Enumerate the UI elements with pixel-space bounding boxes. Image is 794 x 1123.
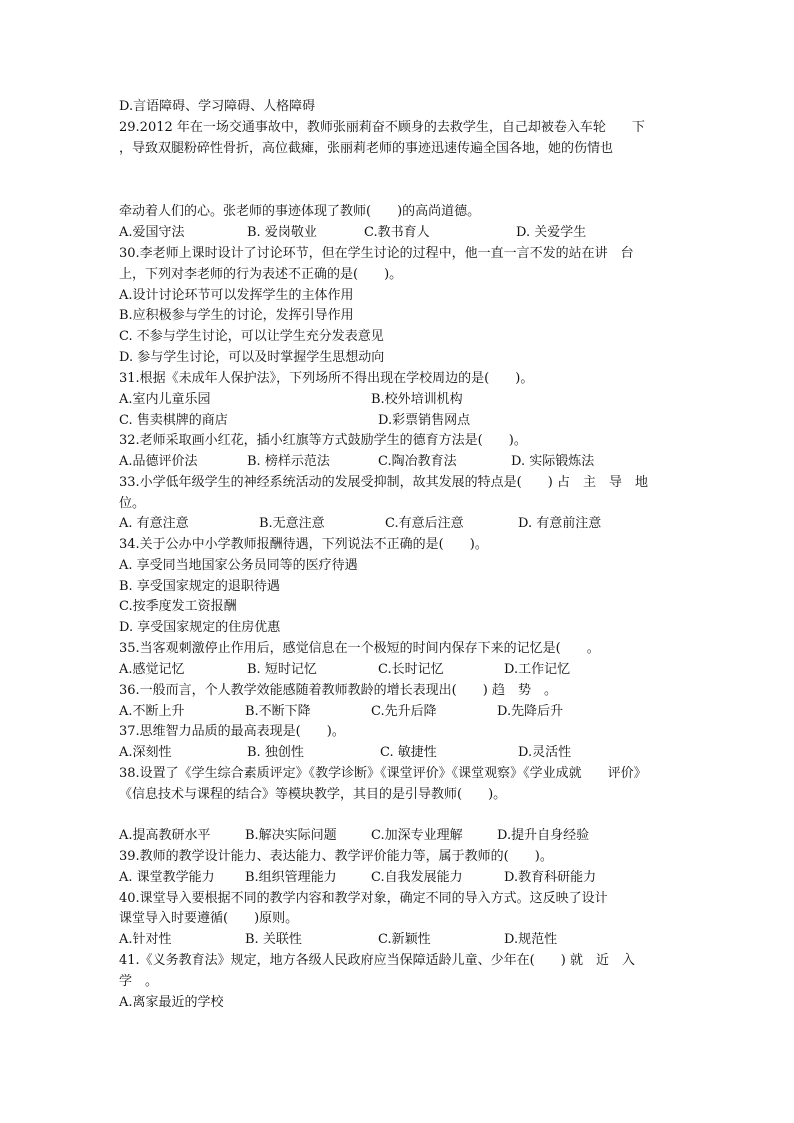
q34-option-b: B. 享受国家规定的退职待遇 — [119, 579, 280, 594]
q30-option-a: A.设计讨论环节可以发挥学生的主体作用 — [119, 288, 354, 303]
q31-stem: 31.根据《未成年人保护法》，下列场所不得出现在学校周边的是( )。 — [119, 371, 534, 386]
q37-option-b: B. 独创性 — [247, 745, 304, 760]
q37-option-d: D.灵活性 — [518, 745, 572, 760]
q39-option-c: C.自我发展能力 — [371, 870, 463, 885]
q35-stem: 35.当客观刺激停止作用后，感觉信息在一个极短的时间内保存下来的记忆是( 。 — [119, 641, 600, 656]
q30-stem-line-1: 30.李老师上课时设计了讨论环节，但在学生讨论的过程中，他一直一言不发的站在讲 台 — [119, 246, 634, 261]
q38-option-d: D.提升自身经验 — [497, 828, 590, 843]
q35-option-b: B. 短时记忆 — [247, 662, 317, 677]
q36-option-d: D.先降后升 — [497, 704, 564, 719]
q31-option-d: D.彩票销售网点 — [378, 413, 471, 428]
q39-option-b: B.组织管理能力 — [245, 870, 337, 885]
q38-option-c: C.加深专业理解 — [371, 828, 463, 843]
q32-option-d: D. 实际锻炼法 — [511, 454, 595, 469]
q31-option-a: A.室内儿童乐园 — [119, 392, 211, 407]
q36-option-a: A.不断上升 — [119, 704, 185, 719]
q41-stem-line-2: 学 。 — [119, 974, 159, 989]
q40-option-a: A.针对性 — [119, 932, 172, 947]
q38-stem-line-1: 38.设置了《学生综合素质评定》《教学诊断》《课堂评价》《课堂观察》《学业成就 评价》 — [119, 766, 647, 781]
q29-stem-line-3: 牵动着人们的心。张老师的事迹体现了教师( )的高尚道德。 — [119, 204, 481, 219]
q29-option-c: C.教书育人 — [364, 225, 430, 240]
q35-option-a: A.感觉记忆 — [119, 662, 185, 677]
q33-option-b: B.无意注意 — [259, 516, 325, 531]
q38-option-a: A.提高教研水平 — [119, 828, 211, 843]
q36-stem: 36.一般而言，个人教学效能感随着教师教龄的增长表现出( ) 趋 势 。 — [119, 683, 557, 698]
q32-stem: 32.老师采取画小红花，插小红旗等方式鼓励学生的德育方法是( )。 — [119, 433, 527, 448]
q29-option-a: A.爱国守法 — [119, 225, 185, 240]
q33-stem-line-1: 33.小学低年级学生的神经系统活动的发展受抑制，故其发展的特点是( ) 占 主 导 地 — [119, 475, 648, 490]
q31-option-c: C. 售卖棋牌的商店 — [119, 413, 228, 428]
q40-option-d: D.规范性 — [504, 932, 558, 947]
q30-option-d: D. 参与学生讨论，可以及时掌握学生思想动向 — [119, 350, 385, 365]
q29-option-d: D. 关爱学生 — [516, 225, 587, 240]
q29-stem-line-2: ，导致双腿粉碎性骨折，高位截瘫，张丽莉老师的事迹迅速传遍全国各地，她的伤情也 — [119, 141, 614, 156]
q30-option-c: C. 不参与学生讨论，可以让学生充分发表意见 — [119, 329, 384, 344]
q34-option-a: A. 享受同当地国家公务员同等的医疗待遇 — [119, 558, 358, 573]
q29-stem-line-1: 29.2012 年在一场交通事故中，教师张丽莉奋不顾身的去救学生，自己却被卷入车轮 下 — [119, 120, 645, 135]
q34-stem: 34.关于公办中小学教师报酬待遇，下列说法不正确的是( )。 — [119, 537, 488, 552]
q36-option-c: C.先升后降 — [371, 704, 437, 719]
q38-option-b: B.解决实际问题 — [245, 828, 337, 843]
q29-option-b: B. 爱岗敬业 — [247, 225, 317, 240]
q35-option-d: D.工作记忆 — [504, 662, 571, 677]
q34-option-c: C.按季度发工资报酬 — [119, 599, 237, 614]
q39-stem: 39.教师的教学设计能力、表达能力、教学评价能力等，属于教师的( )。 — [119, 849, 553, 864]
q37-option-c: C. 敏捷性 — [380, 745, 437, 760]
q35-option-c: C.长时记忆 — [378, 662, 444, 677]
q32-option-a: A.品德评价法 — [119, 454, 198, 469]
q36-option-b: B.不断下降 — [245, 704, 311, 719]
q28-option-d: D.言语障碍、学习障碍、人格障碍 — [119, 99, 316, 114]
q33-option-a: A. 有意注意 — [119, 516, 189, 531]
q30-stem-line-2: 上，下列对李老师的行为表述不正确的是( )。 — [119, 267, 403, 282]
q40-stem-line-1: 40.课堂导入要根据不同的教学内容和教学对象，确定不同的导入方式。这反映了设计 — [119, 891, 608, 906]
q31-option-b: B.校外培训机构 — [371, 392, 463, 407]
q32-option-c: C.陶冶教育法 — [378, 454, 457, 469]
q33-option-c: C.有意后注意 — [385, 516, 464, 531]
q30-option-b: B.应积极参与学生的讨论，发挥引导作用 — [119, 308, 354, 323]
q40-option-b: B. 关联性 — [245, 932, 302, 947]
q33-stem-line-2: 位。 — [119, 496, 146, 511]
q34-option-d: D. 享受国家规定的住房优惠 — [119, 620, 281, 635]
q33-option-d: D. 有意前注意 — [518, 516, 602, 531]
q32-option-b: B. 榜样示范法 — [247, 454, 330, 469]
q41-option-a: A.离家最近的学校 — [119, 995, 224, 1010]
q39-option-a: A. 课堂教学能力 — [119, 870, 215, 885]
q41-stem-line-1: 41.《义务教育法》规定，地方各级人民政府应当保障适龄儿童、少年在( ) 就 近 入 — [119, 953, 635, 968]
q38-stem-line-2: 《信息技术与课程的结合》等模块教学，其目的是引导教师( )。 — [119, 787, 507, 802]
q39-option-d: D.教育科研能力 — [504, 870, 597, 885]
q37-stem: 37.思维智力品质的最高表现是( )。 — [119, 724, 345, 739]
q40-stem-line-2: 课堂导入时要遵循( )原则。 — [119, 911, 299, 926]
q37-option-a: A.深刻性 — [119, 745, 172, 760]
q40-option-c: C.新颖性 — [378, 932, 431, 947]
